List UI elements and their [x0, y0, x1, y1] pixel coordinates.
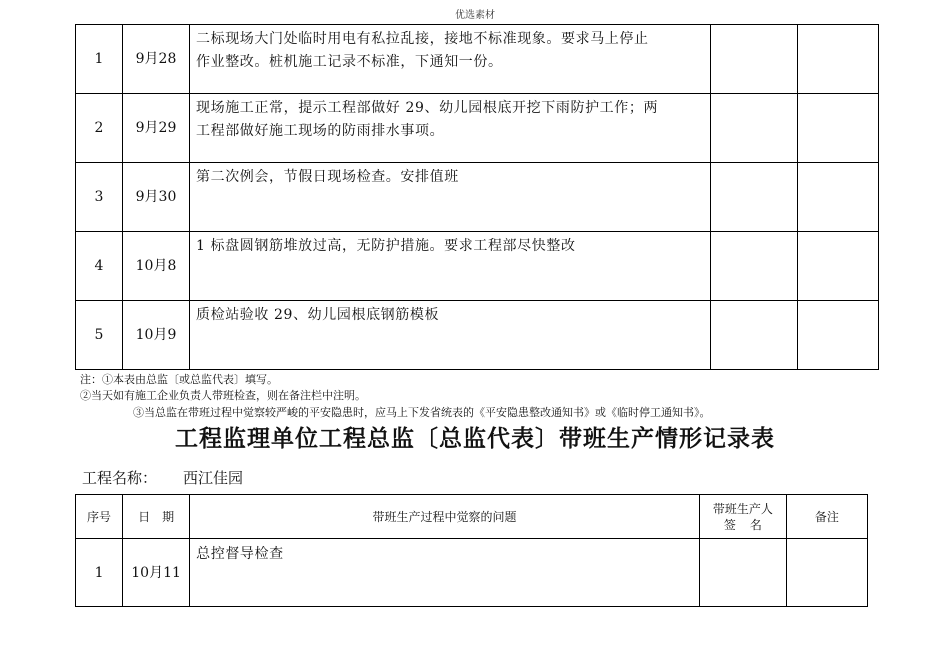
table-row: [76, 232, 879, 301]
row-date: 9月30: [123, 163, 190, 232]
row-signature: [699, 539, 786, 607]
project-name: [82, 467, 269, 488]
row-signature: [711, 301, 798, 370]
row-issue: [190, 94, 711, 163]
record-table-continued: [75, 24, 879, 370]
row-note: [798, 301, 879, 370]
row-signature: [711, 94, 798, 163]
row-signature: [711, 232, 798, 301]
row-date: 9月29: [123, 94, 190, 163]
row-note: [798, 163, 879, 232]
project-value: 西江佳园: [183, 469, 244, 487]
table-row: [76, 301, 879, 370]
row-number: 3: [76, 163, 123, 232]
row-signature: [711, 25, 798, 94]
issue-line: 总控督导检查: [196, 546, 284, 562]
row-note: [798, 94, 879, 163]
table-row: [76, 539, 868, 607]
row-note: [786, 539, 867, 607]
row-note: [798, 232, 879, 301]
row-number: 1: [76, 25, 123, 94]
header-tag: 优选素材: [455, 10, 495, 21]
note-line: 注：①本表由总监〔或总监代表〕填写。: [80, 373, 278, 386]
issue-line: 工程部做好施工现场的防雨排水事项。: [196, 123, 445, 139]
issue-line: 质检站验收 29、幼儿园根底钢筋模板: [196, 307, 440, 323]
header-date: 日 期: [123, 495, 190, 539]
issue-line: 第二次例会，节假日现场检查。安排值班: [196, 169, 459, 185]
note-line: ③当总监在带班过程中觉察较严峻的平安隐患时，应马上下发省统表的《平安隐患整改通知书》或《临时停工通知书》。: [133, 406, 711, 419]
header-signature-line1: 带班生产人: [712, 501, 773, 516]
header-number: 序号: [76, 495, 123, 539]
row-date: 9月28: [123, 25, 190, 94]
row-date: 10月11: [123, 539, 190, 607]
row-number: 4: [76, 232, 123, 301]
row-date: 10月8: [123, 232, 190, 301]
header-issue: 带班生产过程中觉察的问题: [190, 495, 700, 539]
document-title: 工程监理单位工程总监〔总监代表〕带班生产情形记录表: [175, 425, 775, 452]
row-signature: [711, 163, 798, 232]
header-note: 备注: [786, 495, 867, 539]
issue-line: 二标现场大门处临时用电有私拉乱接，接地不标准现象。要求马上停止: [196, 31, 649, 47]
row-number: 1: [76, 539, 123, 607]
row-number: 5: [76, 301, 123, 370]
row-issue: [190, 301, 711, 370]
row-date: 10月9: [123, 301, 190, 370]
table-row: [76, 94, 879, 163]
row-issue: [190, 539, 700, 607]
row-note: [798, 25, 879, 94]
header-signature: [699, 495, 786, 539]
row-issue: [190, 163, 711, 232]
issue-line: 现场施工正常，提示工程部做好 29、幼儿园根底开挖下雨防护工作；两: [196, 100, 659, 116]
row-issue: [190, 232, 711, 301]
row-issue: [190, 25, 711, 94]
issue-line: 作业整改。桩机施工记录不标准，下通知一份。: [196, 54, 503, 70]
row-number: 2: [76, 94, 123, 163]
record-table: [75, 494, 868, 607]
issue-line: 1 标盘圆钢筋堆放过高，无防护措施。要求工程部尽快整改: [196, 238, 576, 254]
table-row: [76, 25, 879, 94]
header-signature-line2: 签名: [723, 517, 776, 532]
note-line: ②当天如有施工企业负责人带班检查，则在备注栏中注明。: [80, 389, 366, 402]
table-row: [76, 163, 879, 232]
project-label: 工程名称：: [82, 469, 158, 487]
table-header-row: [76, 495, 868, 539]
